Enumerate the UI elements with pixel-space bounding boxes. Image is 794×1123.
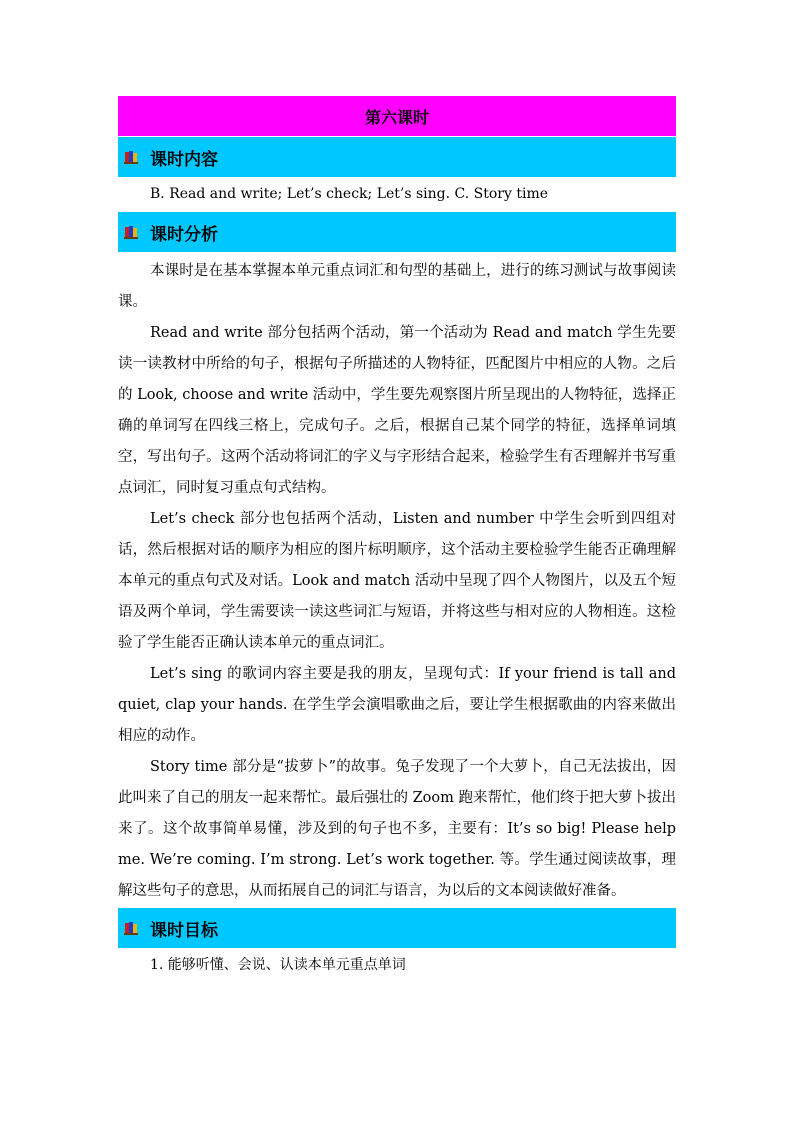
section-header-analysis (118, 211, 676, 252)
book-icon (124, 921, 138, 935)
section-header-goals (118, 907, 676, 948)
paragraph: Let’s sing 的歌词内容主要是我的朋友，呈现句式：If your friend is tall and quiet, clap your hands. 在学生学会演唱歌曲之后，要让学生根据歌曲的内容来做出相应的动作。 (118, 666, 676, 744)
section-heading: 课时内容 (150, 149, 218, 170)
book-icon (124, 150, 138, 164)
lesson-title (118, 96, 676, 136)
paragraph: 本课时是在基本掌握本单元重点词汇和句型的基础上，进行的练习测试与故事阅读课。 (118, 263, 676, 310)
section-heading: 课时分析 (150, 224, 218, 245)
lesson-title-text: 第六课时 (364, 107, 429, 127)
section-header-content (118, 136, 676, 177)
content-line: B. Read and write; Let’s check; Let’s sing. C. Story time (150, 186, 549, 202)
book-icon (124, 225, 138, 239)
section-heading: 课时目标 (150, 920, 218, 941)
analysis-body (118, 256, 676, 907)
lesson-plan (118, 96, 676, 982)
paragraph: Read and write 部分包括两个活动，第一个活动为 Read and match 学生先要读一读教材中所给的句子，根据句子所描述的人物特征，匹配图片中相应的人物。之后的 Look, choose and write 活动中，学生要先观察图片所呈现出的人物特征，选择正确的单词写在四线三格上，完成句子。之后，根据自己某个同学的特征，选择单词填空，写出句子。这两个活动将词汇的字义与字形结合起来，检验学生有否理解并书写重点词汇，同时复习重点句式结构。 (118, 325, 676, 496)
paragraph: Story time 部分是“拔萝卜”的故事。兔子发现了一个大萝卜，自己无法拔出，因此叫来了自己的朋友一起来帮忙。最后强壮的 Zoom 跑来帮忙，他们终于把大萝卜拔出来了。这个故事简单易懂，涉及到的句子也不多，主要有：It’s so big! Please help me. We’re coming. I’m strong. Let’s work together. 等。学生通过阅读故事，理解这些句子的意思，从而拓展自己的词汇与语言，为以后的文本阅读做好准备。 (118, 759, 676, 899)
paragraph: Let’s check 部分也包括两个活动，Listen and number 中学生会听到四组对话，然后根据对话的顺序为相应的图片标明顺序，这个活动主要检验学生能否正确理解本单元的重点句式及对话。Look and match 活动中呈现了四个人物图片，以及五个短语及两个单词，学生需要读一读这些词汇与短语，并将这些与相对应的人物相连。这检验了学生能否正确认读本单元的重点词汇。 (118, 511, 676, 651)
goal-line: 1. 能够听懂、会说、认读本单元重点单词 (150, 957, 406, 973)
